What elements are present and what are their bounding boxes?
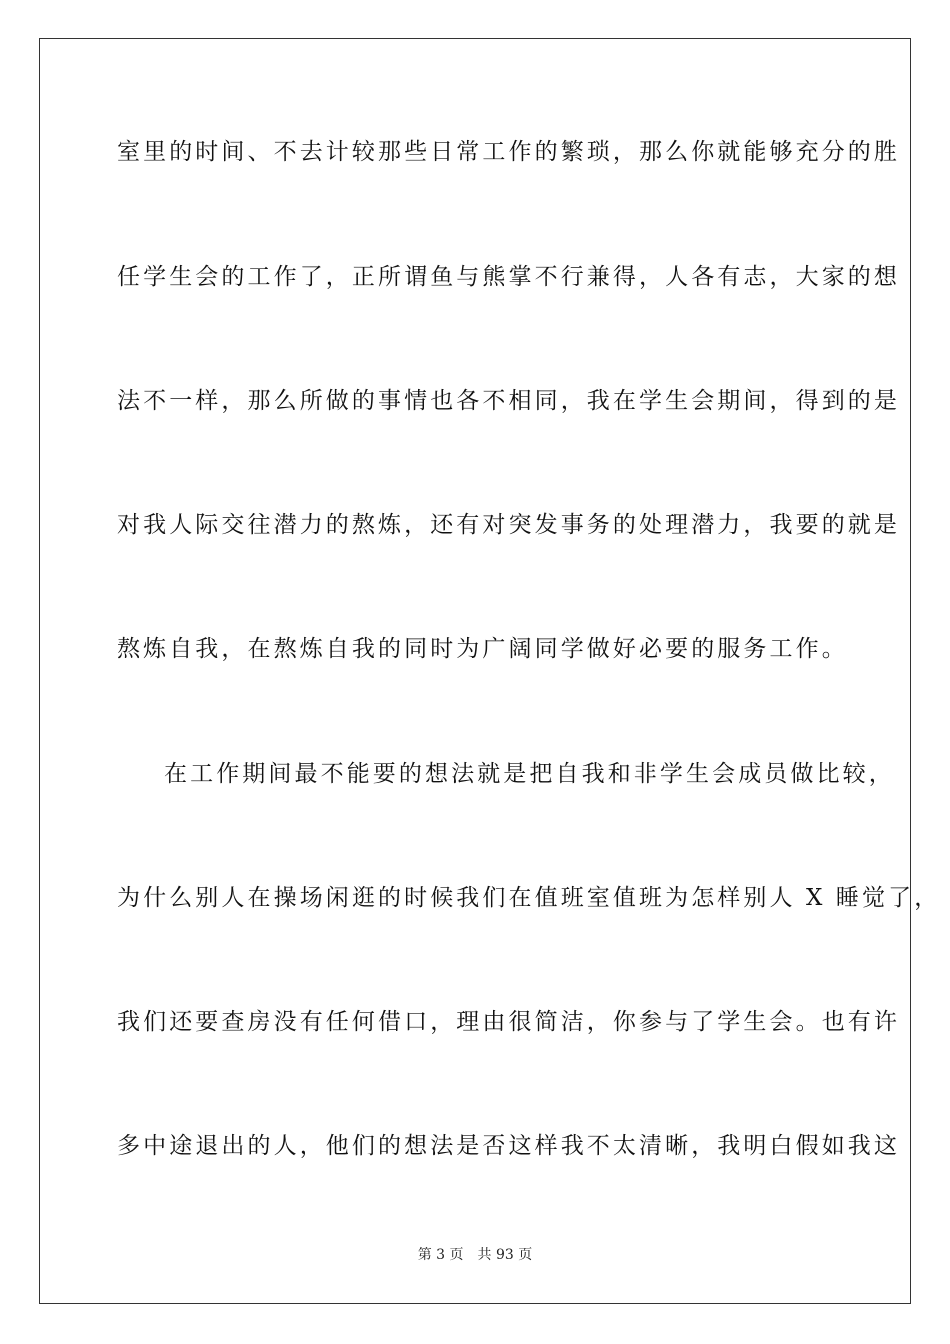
body-line-9: 多中途退出的人，他们的想法是否这样我不太清晰，我明白假如我这 — [117, 1133, 900, 1159]
page-number: 第 3 页 — [417, 1247, 464, 1263]
body-line-8: 我们还要查房没有任何借口，理由很简洁，你参与了学生会。也有许 — [117, 1009, 900, 1035]
body-line-7: 为什么别人在操场闲逛的时候我们在值班室值班为怎样别人 X 睡觉了， — [117, 885, 941, 911]
body-line-6-paragraph-start: 在工作期间最不能要的想法就是把自我和非学生会成员做比较， — [164, 761, 895, 787]
page-frame — [39, 38, 941, 1304]
body-line-5: 熬炼自我，在熬炼自我的同时为广阔同学做好必要的服务工作。 — [117, 636, 848, 662]
body-line-3: 法不一样，那么所做的事情也各不相同，我在学生会期间，得到的是 — [117, 388, 900, 414]
page-footer — [0, 1246, 950, 1264]
page-total: 共 93 页 — [477, 1247, 533, 1263]
body-line-4: 对我人际交往潜力的熬炼，还有对突发事务的处理潜力，我要的就是 — [117, 512, 900, 538]
body-line-1: 室里的时间、不去计较那些日常工作的繁琐，那么你就能够充分的胜 — [117, 139, 900, 165]
body-line-2: 任学生会的工作了，正所谓鱼与熊掌不行兼得，人各有志，大家的想 — [117, 264, 900, 290]
